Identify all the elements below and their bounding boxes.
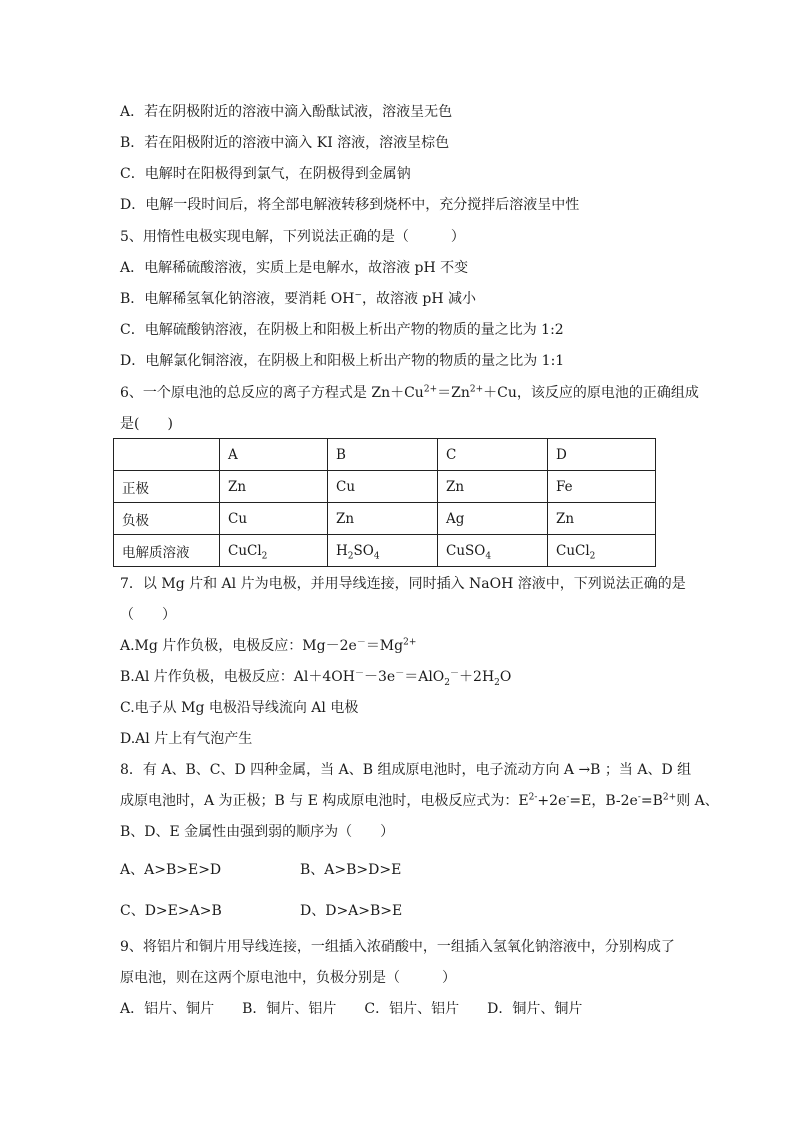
row-label-positive: 正极 xyxy=(114,471,220,503)
q5-option-d: D．电解氯化铜溶液，在阴极上和阳极上析出产物的物质的量之比为 1:1 xyxy=(120,353,565,369)
q6-stem-line2: 是( ) xyxy=(120,416,173,432)
q5-option-a: A．电解稀硫酸溶液，实质上是电解水，故溶液 pH 不变 xyxy=(120,260,469,276)
q9-stem-line2: 原电池，则在这两个原电池中，负极分别是（ ） xyxy=(120,970,456,986)
q8-option-d: D、D>A>B>E xyxy=(300,903,403,919)
q9-stem-line1: 9、将铝片和铜片用导线连接，一组插入浓硝酸中，一组插入氢氧化钠溶液中，分别构成了 xyxy=(120,939,675,955)
q7-option-c: C.电子从 Mg 电极沿导线流向 Al 电极 xyxy=(120,700,359,716)
table-cell: Zn xyxy=(548,503,656,535)
table-cell: CuSO$_4$ xyxy=(438,535,548,567)
q4-option-d: D．电解一段时间后，将全部电解液转移到烧杯中，充分搅拌后溶液呈中性 xyxy=(120,197,580,213)
q8-stem-line1: 8．有 A、B、C、D 四种金属，当 A、B 组成原电池时，电子流动方向 A →B ；当 A、D 组 xyxy=(120,762,692,778)
q8-stem-line3: B、D、E 金属性由强到弱的顺序为（ ） xyxy=(120,824,395,840)
q8-stem-line2: 成原电池时，A 为正极；B 与 E 构成原电池时，电极反应式为：$E^{2-}+2e^-=E$，$B-2e^-=B^{2+}$则 A、 xyxy=(120,792,719,809)
table-header-cell xyxy=(114,439,220,471)
table-cell: Ag xyxy=(438,503,548,535)
q7-option-a: A.Mg 片作负极，电极反应：$Mg-2e^-=Mg^{2+}$ xyxy=(120,637,417,654)
row-label-negative: 负极 xyxy=(114,503,220,535)
table-cell: Fe xyxy=(548,471,656,503)
table-cell: Cu xyxy=(328,471,438,503)
table-row xyxy=(114,535,656,567)
table-cell: CuCl$_2$ xyxy=(548,535,656,567)
q4-option-b: B．若在阳极附近的溶液中滴入 KI 溶液，溶液呈棕色 xyxy=(120,135,450,151)
q5-option-c: C．电解硫酸钠溶液，在阴极上和阳极上析出产物的物质的量之比为 1:2 xyxy=(120,322,564,338)
q8-option-c: C、D>E>A>B xyxy=(120,903,222,919)
row-label-electrolyte: 电解质溶液 xyxy=(114,535,220,567)
table-header-cell: C xyxy=(438,439,548,471)
table-cell: Zn xyxy=(328,503,438,535)
table-cell: Cu xyxy=(220,503,328,535)
q4-option-c: C．电解时在阳极得到氯气，在阴极得到金属钠 xyxy=(120,166,411,182)
q6-options-table xyxy=(113,438,656,567)
table-header-cell: B xyxy=(328,439,438,471)
q7-option-d: D.Al 片上有气泡产生 xyxy=(120,731,253,747)
table-header-cell: A xyxy=(220,439,328,471)
table-row xyxy=(114,471,656,503)
q8-option-b: B、A>B>D>E xyxy=(300,862,402,878)
q4-option-a: A．若在阴极附近的溶液中滴入酚酞试液，溶液呈无色 xyxy=(120,104,453,120)
table-cell: $H_2SO_4$ xyxy=(328,535,438,567)
q5-option-b: B．电解稀氢氧化钠溶液，要消耗 OH−，故溶液 pH 减小 xyxy=(120,290,477,307)
table-cell: Zn xyxy=(438,471,548,503)
table-cell: CuCl$_2$ xyxy=(220,535,328,567)
q9-options: A．铝片、铜片 B．铜片、铝片 C．铝片、铝片 D．铜片、铜片 xyxy=(120,1001,583,1017)
table-cell: Zn xyxy=(220,471,328,503)
table-header-row xyxy=(114,439,656,471)
q6-stem: 6、一个原电池的总反应的离子方程式是 $Zn+Cu^{2+}=Zn^{2+}+Cu$，该反应的原电池的正确组成 xyxy=(120,384,699,401)
table-row xyxy=(114,503,656,535)
q7-option-b: B.Al 片作负极，电极反应：$Al+4OH^--3e^-=AlO_2^-+2H_2O$ xyxy=(120,668,512,688)
q7-stem: 7．以 Mg 片和 Al 片为电极，并用导线连接，同时插入 NaOH 溶液中，下列说法正确的是 xyxy=(120,576,686,592)
q8-option-a: A、A>B>E>D xyxy=(120,862,222,878)
q7-stem-line2: （ ） xyxy=(120,607,176,623)
q5-stem: 5、用惰性电极实现电解，下列说法正确的是（ ） xyxy=(120,229,465,245)
table-header-cell: D xyxy=(548,439,656,471)
